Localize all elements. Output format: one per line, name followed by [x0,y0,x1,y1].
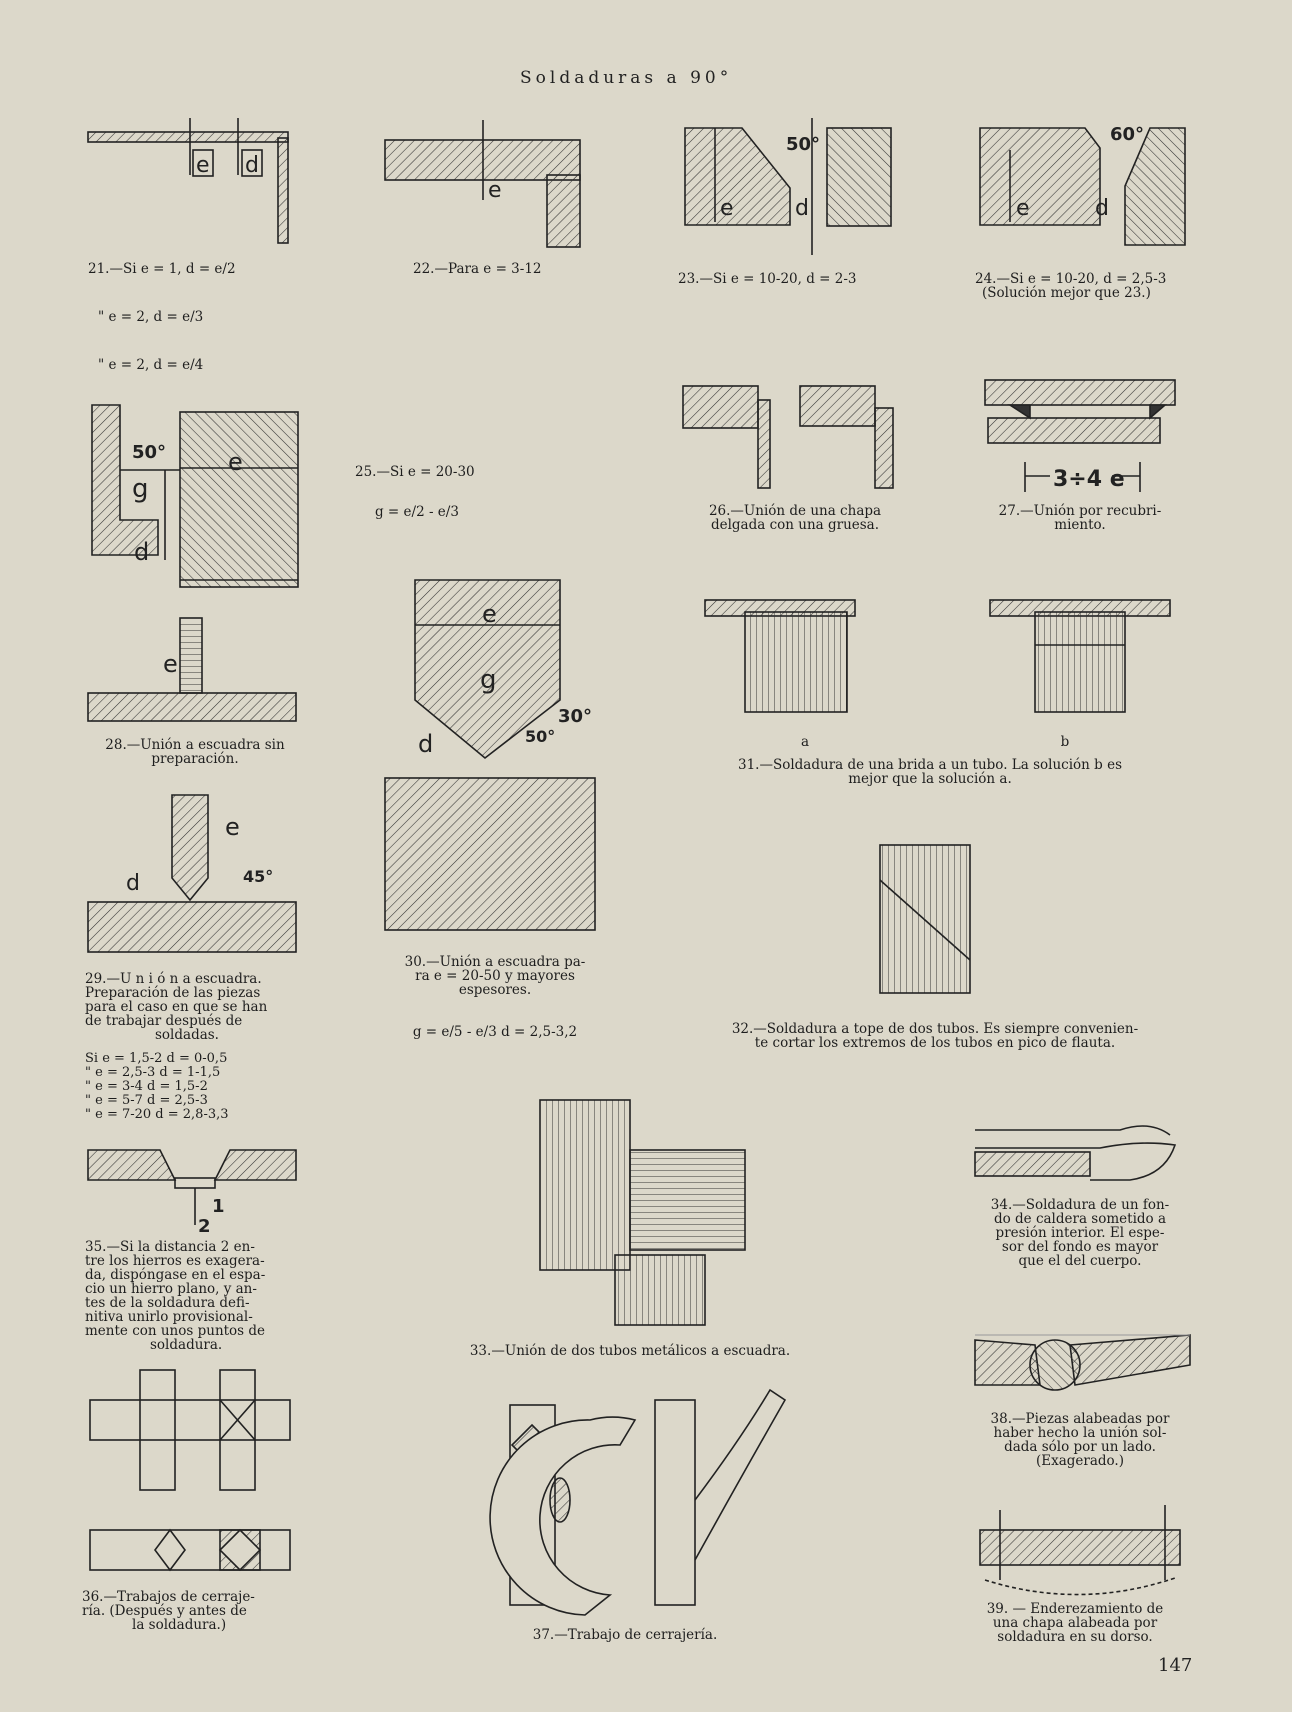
caption-30a: 30.—Unión a escuadra pa- [404,954,586,970]
caption-39c: soldadura en su dorso. [997,1629,1153,1645]
svg-text:d: d [126,871,140,896]
svg-text:e: e [1016,196,1030,221]
label-b: b [1060,734,1070,750]
svg-text:3÷4 e: 3÷4 e [1053,467,1125,492]
caption-25b: g = e/2 - e/3 [375,504,459,520]
svg-text:45°: 45° [243,867,274,886]
caption-36b: ría. (Después y antes de [82,1603,247,1619]
figure-27 [985,380,1175,492]
svg-text:50°: 50° [132,442,167,463]
caption-32b: te cortar los extremos de los tubos en pico de flauta. [754,1035,1116,1051]
label-a: a [800,734,810,750]
caption-26a: 26.—Unión de una chapa [708,503,882,519]
caption-38c: dada sólo por un lado. [1004,1439,1156,1455]
caption-37: 37.—Trabajo de cerrajería. [532,1627,718,1643]
svg-text:1: 1 [212,1196,225,1217]
caption-35b: tre los hierros es exagera- [85,1253,265,1269]
caption-38d: (Exagerado.) [1035,1453,1124,1469]
caption-34d: sor del fondo es mayor [1001,1239,1159,1255]
figure-23 [685,118,891,255]
caption-24b: (Solución mejor que 23.) [982,285,1151,301]
caption-34b: do de caldera sometido a [993,1211,1167,1227]
figure-35 [88,1150,296,1237]
caption-21c: " e = 2, d = e/4 [98,357,204,373]
caption-31a: 31.—Soldadura de una brida a un tubo. La solución b es [738,757,1122,773]
figure-21 [88,118,288,243]
caption-35d: cio un hierro plano, y an- [85,1281,257,1297]
caption-34a: 34.—Soldadura de un fon- [990,1197,1170,1213]
caption-35c: da, dispóngase en el espa- [85,1267,266,1283]
svg-text:d: d [245,153,259,178]
svg-text:e: e [225,813,240,841]
caption-36a: 36.—Trabajos de cerraje- [82,1589,255,1605]
figure-26 [683,386,893,488]
caption-21: 21.—Si e = 1, d = e/2 [88,261,236,277]
figure-24 [980,124,1185,245]
svg-text:e: e [163,650,178,678]
caption-29a: 29.—U n i ó n a escuadra. [85,971,262,987]
caption-29b: Preparación de las piezas [85,985,261,1001]
page-number: 147 [1158,1655,1193,1676]
caption-34c: presión interior. El espe- [995,1225,1165,1241]
caption-35e: tes de la soldadura defi- [85,1295,250,1311]
figure-30 [385,580,595,930]
table29-row-4: " e = 5-7 d = 2,5-3 [85,1093,208,1108]
svg-text:50°: 50° [525,727,556,746]
caption-35h: soldadura. [150,1337,223,1353]
caption-32a: 32.—Soldadura a tope de dos tubos. Es siempre convenien- [731,1021,1139,1037]
figure-32 [880,845,970,993]
caption-36c: la soldadura.) [132,1617,227,1633]
caption-38a: 38.—Piezas alabeadas por [990,1411,1170,1427]
page-header: Soldaduras a 90° [520,68,733,88]
caption-26b: delgada con una gruesa. [710,517,880,533]
caption-23: 23.—Si e = 10-20, d = 2-3 [678,271,857,287]
svg-text:e: e [720,196,734,221]
caption-30d: g = e/5 - e/3 d = 2,5-3,2 [412,1024,578,1040]
caption-39b: una chapa alabeada por [992,1615,1158,1631]
caption-30c: espesores. [458,982,532,998]
table29-row-1: Si e = 1,5-2 d = 0-0,5 [85,1051,228,1066]
figure-37 [490,1390,785,1615]
svg-text:e: e [488,178,502,203]
svg-text:d: d [1095,196,1109,221]
caption-34e: que el del cuerpo. [1018,1253,1142,1269]
figure-36 [90,1370,290,1570]
svg-text:30°: 30° [558,706,593,727]
caption-24a: 24.—Si e = 10-20, d = 2,5-3 [975,271,1167,287]
figure-22 [385,120,580,247]
svg-text:d: d [134,538,150,566]
caption-38b: haber hecho la unión sol- [993,1425,1167,1441]
caption-31b: mejor que la solución a. [848,771,1012,787]
table29-row-3: " e = 3-4 d = 1,5-2 [85,1079,208,1094]
svg-text:g: g [132,474,149,504]
figure-33 [540,1100,745,1325]
caption-25a: 25.—Si e = 20-30 [355,464,475,480]
caption-28b: preparación. [151,751,239,767]
table29-row-2: " e = 2,5-3 d = 1-1,5 [85,1065,221,1080]
caption-28a: 28.—Unión a escuadra sin [105,737,285,753]
caption-29d: de trabajar después de [85,1013,243,1029]
svg-text:60°: 60° [1110,124,1145,145]
figure-39 [980,1505,1180,1595]
caption-35f: nitiva unirlo provisional- [85,1309,253,1325]
caption-39a: 39. — Enderezamiento de [986,1601,1164,1617]
svg-text:2: 2 [198,1216,211,1237]
figure-38 [975,1335,1190,1390]
caption-27b: miento. [1054,517,1106,533]
figure-34 [975,1126,1175,1180]
svg-text:d: d [795,196,809,221]
figure-25 [92,405,298,587]
svg-text:50°: 50° [786,134,821,155]
svg-text:e: e [196,153,210,178]
caption-27a: 27.—Unión por recubri- [998,503,1162,519]
figure-28 [88,618,296,721]
figure-29 [88,795,296,952]
svg-text:g: g [480,665,497,695]
caption-30b: ra e = 20-50 y mayores [415,968,575,984]
caption-29c: para el caso en que se han [85,999,268,1015]
table29-row-5: " e = 7-20 d = 2,8-3,3 [85,1107,229,1122]
caption-21b: " e = 2, d = e/3 [98,309,204,325]
svg-text:e: e [228,448,243,476]
figure-31 [705,600,1170,712]
caption-33: 33.—Unión de dos tubos metálicos a escuadra. [469,1343,791,1359]
caption-35a: 35.—Si la distancia 2 en- [85,1239,255,1255]
caption-22: 22.—Para e = 3-12 [413,261,542,277]
caption-35g: mente con unos puntos de [85,1323,266,1339]
svg-text:e: e [482,600,497,628]
caption-29e: soldadas. [155,1027,219,1043]
svg-text:d: d [418,730,434,758]
